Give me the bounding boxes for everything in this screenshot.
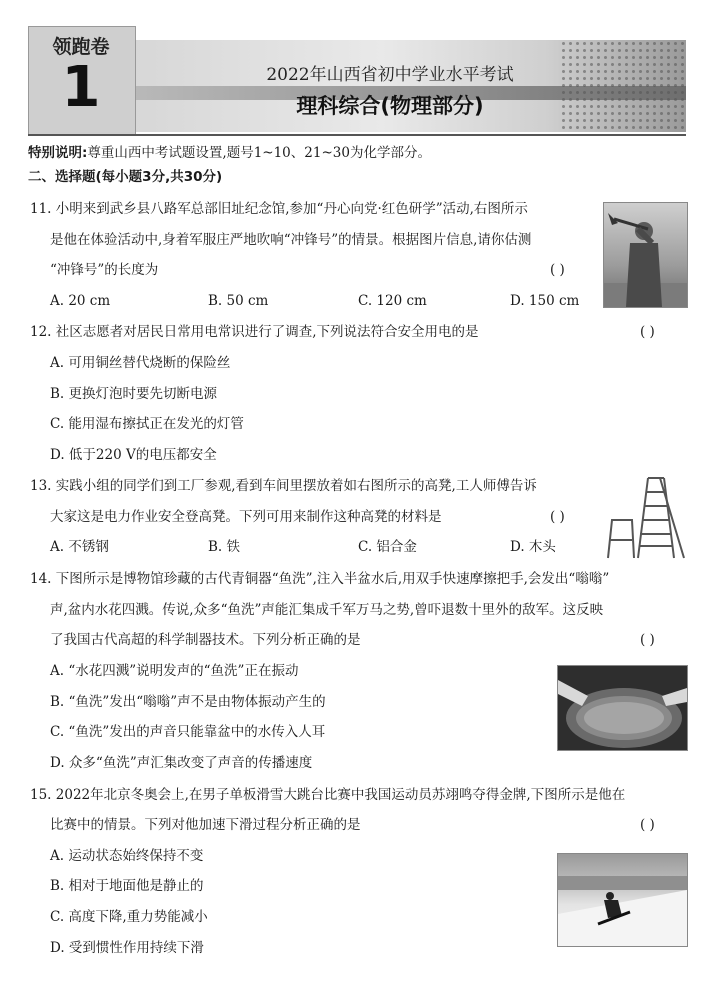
exam-subtitle: 理科综合(物理部分) <box>296 94 484 118</box>
q11-answer-paren: ( ) <box>550 262 565 278</box>
q12-option-b: B. 更换灯泡时要先切断电源 <box>50 386 218 402</box>
section-title: 二、选择题(每小题3分,共30分) <box>28 169 223 185</box>
q11-option-c: C. 120 cm <box>358 293 427 309</box>
q11-line-2: 是他在体验活动中,身着军服庄严地吹响“冲锋号”的情景。根据图片信息,请你估测 <box>50 232 532 248</box>
q13-line-1: 13. 实践小组的同学们到工厂参观,看到车间里摆放着如右图所示的高凳,工人师傅告诉 <box>30 478 537 494</box>
snowboard-photo <box>557 853 688 947</box>
ladder-stool-image <box>604 474 686 560</box>
q14-line-1: 14. 下图所示是博物馆珍藏的古代青铜器“鱼洗”,注入半盆水后,用双手快速摩擦把手,会发出“嗡嗡” <box>30 571 610 587</box>
q11-line-1: 11. 小明来到武乡县八路军总部旧址纪念馆,参加“丹心向党·红色研学”活动,右图所示 <box>30 201 528 217</box>
q11-option-b: B. 50 cm <box>208 293 269 309</box>
q11-line-3: “冲锋号”的长度为 <box>50 262 159 278</box>
q12-line-1: 12. 社区志愿者对居民日常用电常识进行了调查,下列说法符合安全用电的是 <box>30 324 479 340</box>
q11-option-a: A. 20 cm <box>50 293 111 309</box>
q14-option-c: C. “鱼洗”发出的声音只能靠盆中的水传入人耳 <box>50 724 326 740</box>
q14-line-2: 声,盆内水花四溅。传说,众多“鱼洗”声能汇集成千军万马之势,曾吓退数十里外的敌军。这反映 <box>50 602 604 618</box>
exam-title: 2022年山西省初中学业水平考试 <box>266 65 514 85</box>
q12-option-c: C. 能用湿布擦拭正在发光的灯管 <box>50 416 244 432</box>
q12-option-a: A. 可用铜丝替代烧断的保险丝 <box>50 355 231 371</box>
q15-answer-paren: ( ) <box>640 817 655 833</box>
q14-answer-paren: ( ) <box>640 632 655 648</box>
bronze-basin-image <box>558 666 687 750</box>
badge-number: 1 <box>61 55 101 120</box>
soldier-bugle-image <box>604 203 687 307</box>
q12-answer-paren: ( ) <box>640 324 655 340</box>
q11-option-d: D. 150 cm <box>510 293 580 309</box>
q13-line-2: 大家这是电力作业安全登高凳。下列可用来制作这种高凳的材料是 <box>50 509 442 525</box>
snowboarder-image <box>558 854 687 946</box>
q13-option-a: A. 不锈钢 <box>50 539 109 555</box>
fish-basin-photo <box>557 665 688 751</box>
q12-option-d: D. 低于220 V的电压都安全 <box>50 447 217 463</box>
q13-option-c: C. 铝合金 <box>358 539 417 555</box>
header-divider <box>28 134 686 136</box>
q14-option-d: D. 众多“鱼洗”声汇集改变了声音的传播速度 <box>50 755 313 771</box>
q14-line-3: 了我国古代高超的科学制器技术。下列分析正确的是 <box>50 632 361 648</box>
q15-option-a: A. 运动状态始终保持不变 <box>50 848 204 864</box>
q15-line-2: 比赛中的情景。下列对他加速下滑过程分析正确的是 <box>50 817 361 833</box>
q13-option-b: B. 铁 <box>208 539 241 555</box>
q14-option-b: B. “鱼洗”发出“嗡嗡”声不是由物体振动产生的 <box>50 694 326 710</box>
note-label: 特别说明: <box>28 145 88 161</box>
q13-option-d: D. 木头 <box>510 539 556 555</box>
special-note <box>28 143 431 163</box>
badge-label: 领跑卷 <box>52 36 110 58</box>
q14-option-a: A. “水花四溅”说明发声的“鱼洗”正在振动 <box>50 663 299 679</box>
note-text: 尊重山西中考试题设置,题号1~10、21~30为化学部分。 <box>87 145 431 161</box>
q15-option-d: D. 受到惯性作用持续下滑 <box>50 940 204 956</box>
q13-answer-paren: ( ) <box>550 509 565 525</box>
bugle-photo <box>603 202 688 308</box>
q15-line-1: 15. 2022年北京冬奥会上,在男子单板滑雪大跳台比赛中我国运动员苏翊鸣夺得金牌,下图所示是他在 <box>30 787 626 803</box>
q15-option-c: C. 高度下降,重力势能减小 <box>50 909 208 925</box>
q15-option-b: B. 相对于地面他是静止的 <box>50 878 204 894</box>
